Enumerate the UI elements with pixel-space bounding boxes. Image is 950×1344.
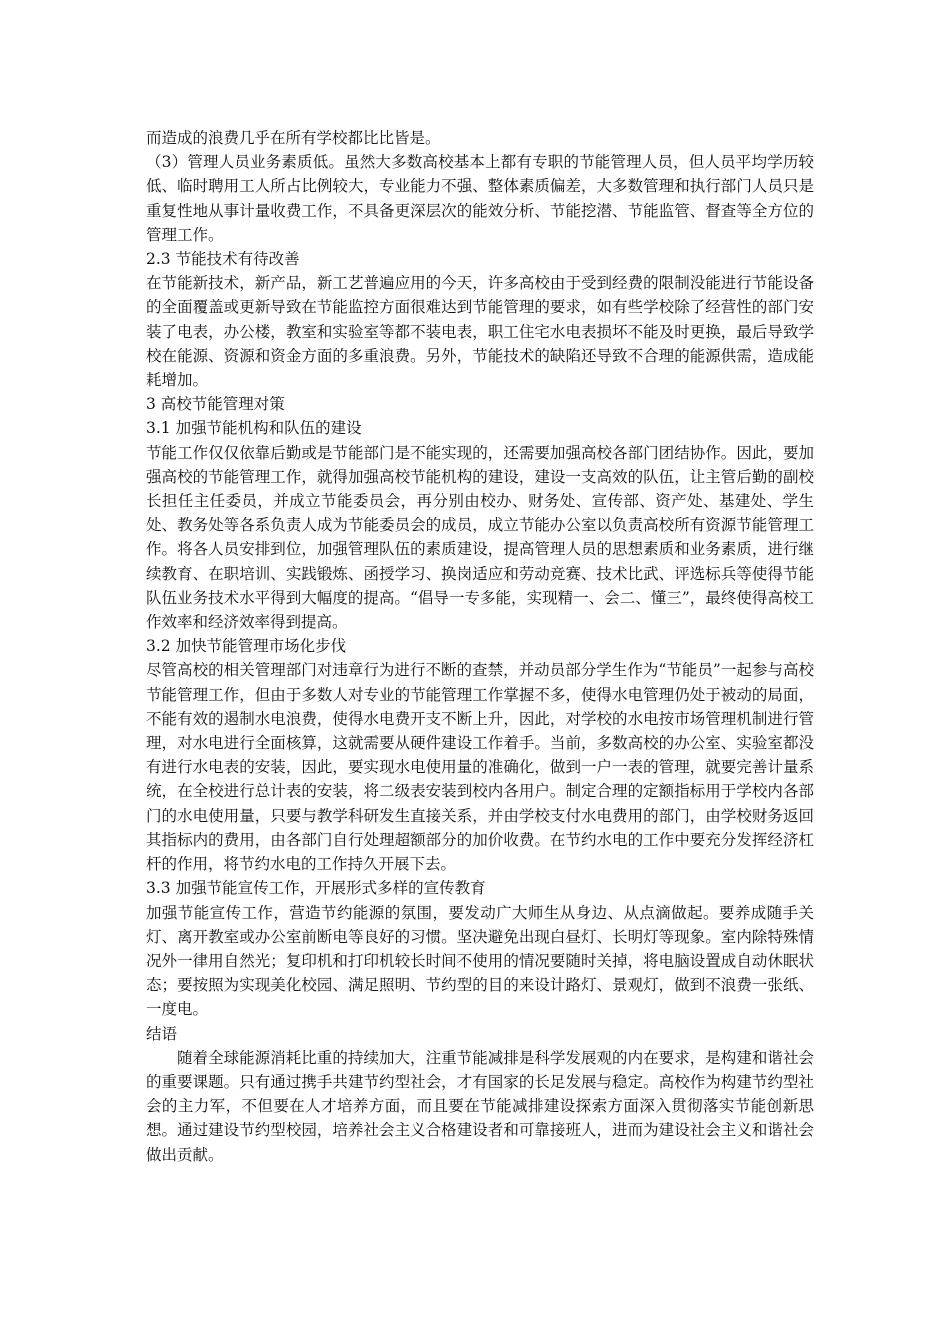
heading-2-3: 2.3 节能技术有待改善 [146, 250, 300, 269]
paragraph-publicity: 加强节能宣传工作，营造节约能源的氛围，要发动广大师生从身边、从点滴做起。要养成随手关灯、离开教室或办公室前断电等良好的习惯。坚决避免出现白昼灯、长明灯等现象。室内除特殊情况外一律用自然光；复印机和打印机较长时间不使用的情况要随时关掉，将电脑设置成自动休眠状态；要按照为实现美化校园、满足照明、节约型的目的来设计路灯、景观灯，做到不浪费一张纸、一度电。 [146, 903, 814, 1019]
heading-conclusion: 结语 [146, 1024, 178, 1043]
paragraph-intro-tail: 而造成的浪费几乎在所有学校都比比皆是。 [146, 129, 441, 147]
paragraph-conclusion: 随着全球能源消耗比重的持续加大，注重节能减排是科学发展观的内在要求，是构建和谐社会的重要课题。只有通过携手共建节约型社会，才有国家的长足发展与稳定。高校作为构建节约型社会的主力军，不但要在人才培养方面，而且要在节能减排建设探索方面深入贯彻落实节能创新思想。通过建设节约型校园，培养社会主义合格建设者和可靠接班人，进而为建设社会主义和谐社会做出贡献。 [146, 1048, 814, 1164]
paragraph-marketization: 尽管高校的相关管理部门对违章行为进行不断的查禁，并动员部分学生作为“节能员”一起参与高校节能管理工作，但由于多数人对专业的节能管理工作掌握不多，使得水电管理仍处于被动的局面，不能有效的遏制水电浪费，使得水电费开支不断上升，因此，对学校的水电按市场管理机制进行管理，对水电进行全面核算，这就需要从硬件建设工作着手。当前，多数高校的办公室、实验室都没有进行水电表的安装，因此，要实现水电使用量的准确化，做到一户一表的管理，就要完善计量系统，在全校进行总计表的安装，将二级表安装到校内各用户。制定合理的定额指标用于学校内各部门的水电使用量，只要与教学科研发生直接关系，并由学校支付水电费用的部门，由学校财务返回其指标内的费用，由各部门自行处理超额部分的加价收费。在节约水电的工作中要充分发挥经济杠杆的作用，将节约水电的工作持久开展下去。 [146, 661, 814, 874]
heading-3-3: 3.3 加强节能宣传工作，开展形式多样的宣传教育 [146, 879, 486, 898]
paragraph-staff-quality: （3）管理人员业务素质低。虽然大多数高校基本上都有专职的节能管理人员，但人员平均学历较低、临时聘用工人所占比例较大，专业能力不强、整体素质偏差，大多数管理和执行部门人员只是重复性地从事计量收费工作，不具备更深层次的能效分析、节能挖潜、节能监管、督查等全方位的管理工作。 [146, 153, 814, 244]
paragraph-organization: 节能工作仅仅依靠后勤或是节能部门是不能实现的，还需要加强高校各部门团结协作。因此，要加强高校的节能管理工作，就得加强高校节能机构的建设，建设一支高效的队伍，让主管后勤的副校长担任主任委员，并成立节能委员会，再分别由校办、财务处、宣传部、资产处、基建处、学生处、教务处等各系负责人成为节能委员会的成员，成立节能办公室以负责高校所有资源节能管理工作。将各人员安排到位，加强管理队伍的素质建设，提高管理人员的思想素质和业务素质，进行继续教育、在职培训、实践锻炼、函授学习、换岗适应和劳动竞赛、技术比武、评选标兵等使得节能队伍业务技术水平得到大幅度的提高。“倡导一专多能，实现精一、会二、懂三”，最终使得高校工作效率和经济效率得到提高。 [146, 443, 814, 632]
document-page [146, 126, 814, 1167]
heading-3: 3 高校节能管理对策 [146, 395, 285, 414]
heading-3-1: 3.1 加强节能机构和队伍的建设 [146, 419, 362, 438]
paragraph-technology: 在节能新技术，新产品，新工艺普遍应用的今天，许多高校由于受到经费的限制没能进行节能设备的全面覆盖或更新导致在节能监控方面很难达到节能管理的要求，如有些学校除了经营性的部门安装了电表，办公楼，教室和实验室等都不装电表，职工住宅水电表损坏不能及时更换，最后导致学校在能源、资源和资金方面的多重浪费。另外，节能技术的缺陷还导致不合理的能源供需，造成能耗增加。 [146, 274, 814, 390]
heading-3-2: 3.2 加快节能管理市场化步伐 [146, 637, 347, 656]
